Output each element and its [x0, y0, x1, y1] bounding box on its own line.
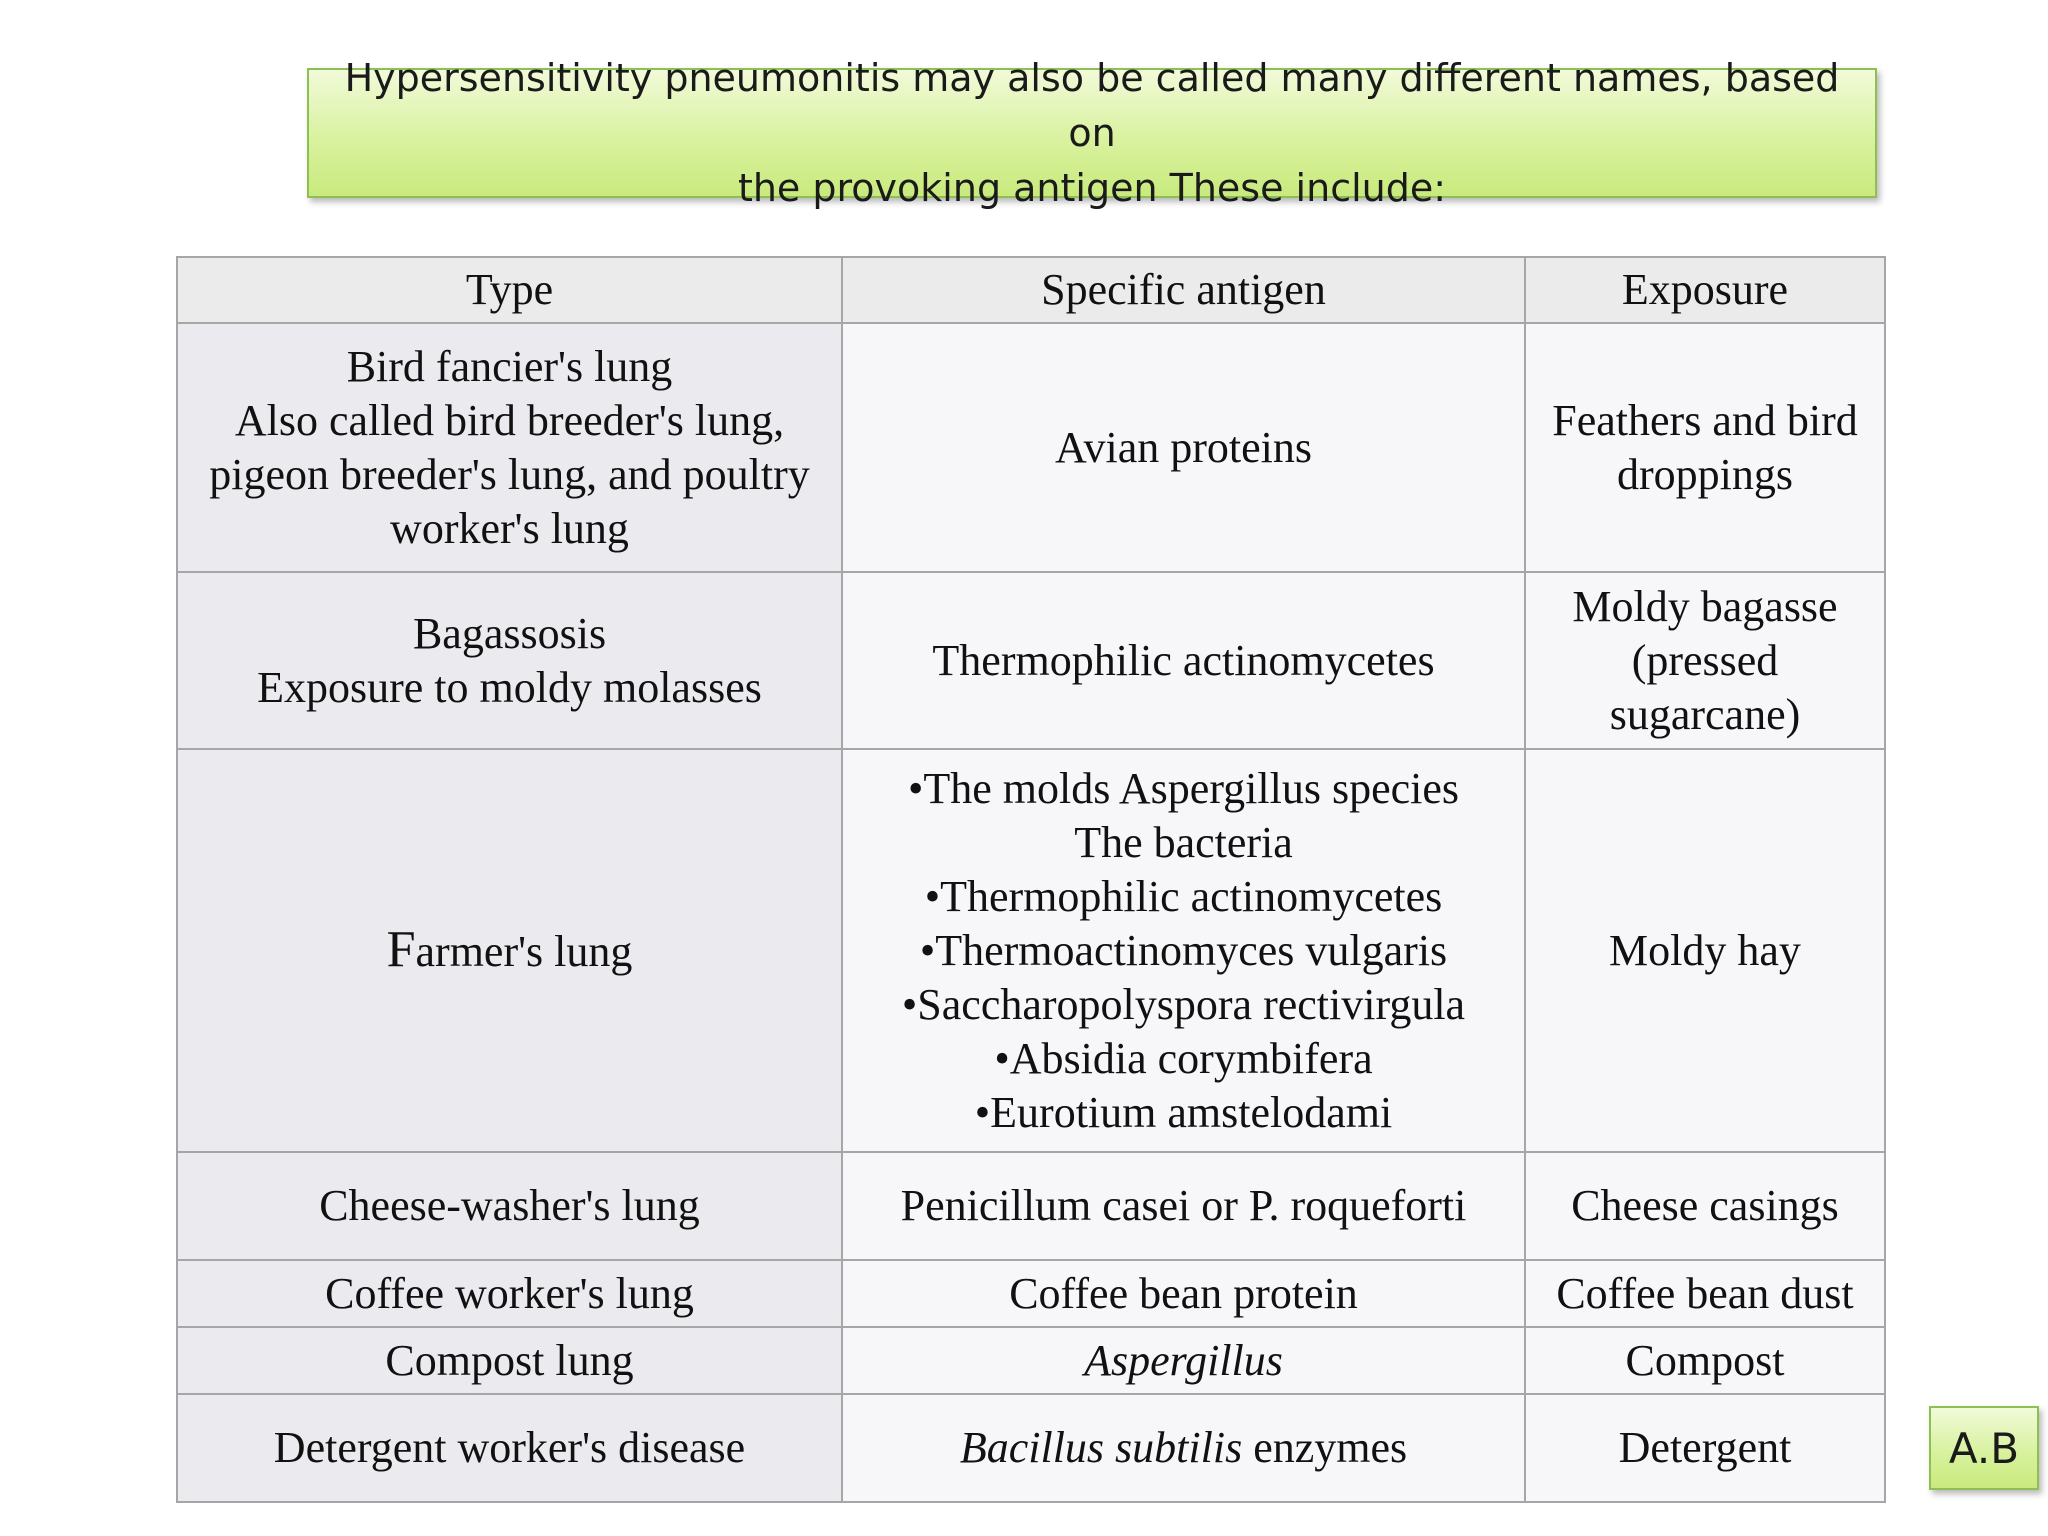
- exposure-line: Detergent: [1618, 1423, 1792, 1472]
- antigen-cell: [842, 1394, 1525, 1502]
- type-rest: armer's lung: [415, 926, 633, 976]
- antigen-italic: Bacillus subtilis: [959, 1423, 1243, 1472]
- title-banner: [307, 55, 1877, 210]
- type-cell: [177, 572, 842, 749]
- header-exposure: Exposure: [1525, 257, 1885, 323]
- exposure-line: Feathers and bird: [1552, 395, 1858, 445]
- antigen-line: •Thermophilic actinomycetes: [924, 871, 1443, 921]
- header-specific-antigen: Specific antigen: [842, 257, 1525, 323]
- type-cell: [177, 1260, 842, 1327]
- antigen-line: The bacteria: [1074, 817, 1293, 867]
- type-cell: [177, 323, 842, 572]
- type-line: Cheese-washer's lung: [319, 1181, 700, 1230]
- banner-line-2: the provoking antigen These include:: [737, 165, 1447, 210]
- type-cell: [177, 1327, 842, 1394]
- type-initial: F: [386, 920, 416, 978]
- table-row: [177, 572, 1885, 749]
- exposure-line: (pressed: [1631, 635, 1779, 685]
- antigen-line: •Saccharopolyspora rectivirgula: [901, 979, 1466, 1029]
- table-header-row: [177, 257, 1885, 323]
- exposure-line: droppings: [1617, 449, 1793, 499]
- antigen-cell: [842, 323, 1525, 572]
- type-line: Coffee worker's lung: [325, 1268, 694, 1318]
- antigen-cell: [842, 1327, 1525, 1394]
- antigen-line: •Eurotium amstelodami: [974, 1087, 1393, 1137]
- exposure-line: sugarcane): [1609, 689, 1801, 739]
- type-line: Compost lung: [385, 1335, 634, 1385]
- exposure-line: Compost: [1625, 1335, 1785, 1385]
- antigen-line: •Thermoactinomyces vulgaris: [919, 925, 1448, 975]
- exposure-cell: [1525, 1152, 1885, 1260]
- type-line: worker's lung: [390, 503, 629, 553]
- type-line: Also called bird breeder's lung,: [234, 395, 785, 445]
- exposure-cell: [1525, 1327, 1885, 1394]
- exposure-cell: [1525, 572, 1885, 749]
- type-cell: [177, 749, 842, 1152]
- type-line: Exposure to moldy molasses: [257, 662, 762, 712]
- table-row: [177, 1394, 1885, 1502]
- header-type: Type: [177, 257, 842, 323]
- antigen-rest: enzymes: [1242, 1423, 1408, 1472]
- antigen-line: [855, 1334, 1512, 1388]
- antigen-line: •Absidia corymbifera: [994, 1033, 1373, 1083]
- antigen-cell: [842, 1260, 1525, 1327]
- banner-line-1: Hypersensitivity pneumonitis may also be called many different names, based on: [344, 55, 1840, 155]
- exposure-line: Coffee bean dust: [1556, 1268, 1854, 1318]
- corner-badge: A.B: [1929, 1406, 2039, 1490]
- type-cell: [177, 1152, 842, 1260]
- exposure-line: Cheese casings: [1571, 1181, 1839, 1230]
- antigen-line: Penicillum casei or P. roqueforti: [900, 1181, 1467, 1230]
- type-line: [190, 920, 829, 979]
- type-line: Bird fancier's lung: [346, 341, 673, 391]
- banner-text: [329, 51, 1855, 216]
- exposure-line: Moldy hay: [1609, 925, 1801, 975]
- exposure-cell: [1525, 749, 1885, 1152]
- type-line: pigeon breeder's lung, and poultry: [209, 449, 810, 499]
- type-cell: [177, 1394, 842, 1502]
- antigen-line: Avian proteins: [1054, 422, 1313, 472]
- type-line: Bagassosis: [412, 608, 607, 658]
- hypersensitivity-table: [176, 256, 1886, 1503]
- table-row: [177, 1152, 1885, 1260]
- antigen-cell: [842, 749, 1525, 1152]
- exposure-line: Moldy bagasse: [1572, 581, 1838, 631]
- antigen-line: Thermophilic actinomycetes: [932, 635, 1435, 685]
- exposure-cell: [1525, 323, 1885, 572]
- type-line: Detergent worker's disease: [273, 1423, 746, 1472]
- table-row: [177, 1260, 1885, 1327]
- exposure-cell: [1525, 1394, 1885, 1502]
- exposure-cell: [1525, 1260, 1885, 1327]
- antigen-line: Coffee bean protein: [1009, 1268, 1358, 1318]
- table-row: [177, 323, 1885, 572]
- table-row: [177, 749, 1885, 1152]
- antigen-italic: Aspergillus: [1084, 1335, 1283, 1385]
- antigen-line: •The molds Aspergillus species: [907, 763, 1460, 813]
- antigen-line: [855, 1421, 1512, 1475]
- antigen-cell: [842, 572, 1525, 749]
- antigen-cell: [842, 1152, 1525, 1260]
- table-row: [177, 1327, 1885, 1394]
